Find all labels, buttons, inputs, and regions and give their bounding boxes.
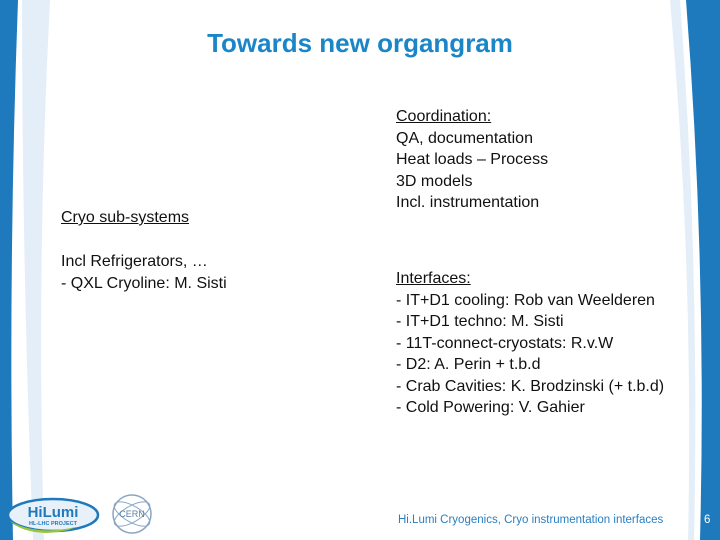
- svg-text:HiLumi: HiLumi: [27, 504, 79, 521]
- interfaces-block: [396, 268, 664, 419]
- list-item: QA, documentation: [396, 129, 533, 147]
- slide-title: Towards new organgram: [207, 28, 513, 58]
- cryo-subsystems-heading: Cryo sub-systems: [61, 209, 190, 226]
- list-item: Heat loads – Process: [396, 151, 549, 168]
- cryo-subsystems-list: [61, 251, 227, 294]
- list-item: Incl Refrigerators, …: [61, 253, 208, 270]
- list-item: - IT+D1 techno: M. Sisti: [396, 313, 564, 330]
- left-decorative-band: [0, 0, 60, 540]
- list-item: 3D models: [396, 172, 473, 190]
- hilumi-logo: [6, 494, 100, 534]
- list-item: - IT+D1 cooling: Rob van Weelderen: [396, 291, 655, 309]
- list-item: - Crab Cavities: K. Brodzinski (+ t.b.d): [396, 377, 665, 395]
- list-item: Incl. instrumentation: [396, 194, 540, 211]
- footer-text: Hi.Lumi Cryogenics, Cryo instrumentation interfaces: [398, 514, 664, 526]
- list-item: - QXL Cryoline: M. Sisti: [61, 274, 227, 292]
- cern-logo: [110, 492, 154, 536]
- list-item: - D2: A. Perin + t.b.d: [396, 356, 541, 373]
- interfaces-heading: Interfaces:: [396, 270, 471, 287]
- coordination-heading: Coordination:: [396, 108, 492, 125]
- page-number: 6: [704, 514, 711, 526]
- coordination-block: [396, 106, 548, 214]
- svg-text:HL-LHC PROJECT: HL-LHC PROJECT: [29, 521, 77, 527]
- right-decorative-band: [660, 0, 720, 540]
- list-item: - 11T-connect-cryostats: R.v.W: [396, 334, 614, 352]
- svg-text:CERN: CERN: [119, 509, 145, 519]
- list-item: - Cold Powering: V. Gahier: [396, 399, 585, 416]
